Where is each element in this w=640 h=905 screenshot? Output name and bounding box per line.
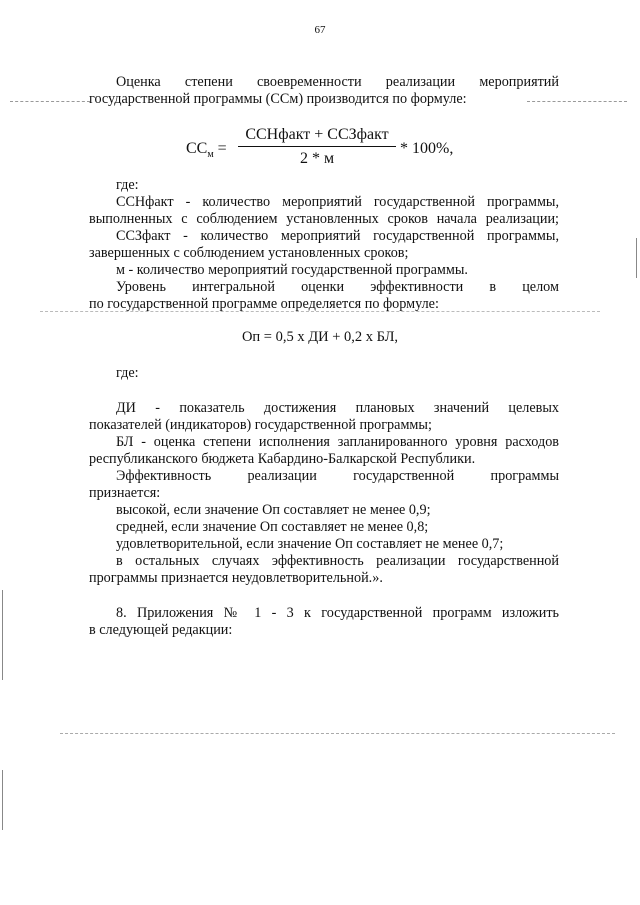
where-label: где: <box>116 177 139 193</box>
formula-numerator: ССНфакт + ССЗфакт <box>245 126 389 143</box>
scan-line <box>10 101 90 102</box>
criteria-line: высокой, если значение Оп составляет не менее 0,9; <box>116 502 431 518</box>
definition-line: выполненных с соблюдением установленных сроков начала реализации; <box>89 211 559 227</box>
scan-edge-mark <box>2 770 3 830</box>
formula-tail: * 100%, <box>400 140 454 157</box>
definition-line: республиканского бюджета Кабардино-Балкарской Республики. <box>89 451 476 467</box>
definition-line: показателей (индикаторов) государственной программы; <box>89 417 432 433</box>
paragraph-line: признается: <box>89 485 161 501</box>
paragraph-line: Оценка степени своевременности реализации мероприятий <box>116 74 559 90</box>
paragraph-line: в следующей редакции: <box>89 622 233 638</box>
page-number: 67 <box>314 24 326 36</box>
criteria-line: удовлетворительной, если значение Оп составляет не менее 0,7; <box>116 536 504 552</box>
scan-line <box>40 311 600 312</box>
paragraph-line: по государственной программе определяется по формуле: <box>89 296 439 312</box>
criteria-line: программы признается неудовлетворительной.». <box>89 570 383 586</box>
definition-line: БЛ - оценка степени исполнения запланированного уровня расходов <box>116 434 559 450</box>
paragraph-line: Эффективность реализации государственной программы <box>116 468 559 484</box>
fraction-bar <box>238 146 396 147</box>
scan-edge-mark <box>636 238 637 278</box>
scan-line <box>527 101 627 102</box>
criteria-line: средней, если значение Оп составляет не менее 0,8; <box>116 519 429 535</box>
scan-line <box>60 733 615 734</box>
formula-denominator: 2 * м <box>299 150 335 167</box>
definition-line: завершенных с соблюдением установленных сроков; <box>89 245 409 261</box>
formula-fraction <box>238 126 396 168</box>
criteria-line: в остальных случаях эффективность реализации государственной <box>116 553 559 569</box>
paragraph-line: 8. Приложения № 1 - 3 к государственной программ изложить <box>116 605 559 621</box>
definition-line: ССЗфакт - количество мероприятий государственной программы, <box>116 228 559 244</box>
formula-op: Оп = 0,5 х ДИ + 0,2 х БЛ, <box>241 329 399 345</box>
paragraph-line: государственной программы (ССм) производится по формуле: <box>89 91 467 107</box>
where-label: где: <box>116 365 139 381</box>
formula-lhs: $СС_м$ = <box>186 140 227 160</box>
paragraph-line: Уровень интегральной оценки эффективности в целом <box>116 279 559 295</box>
definition-line: м - количество мероприятий государственной программы. <box>116 262 468 278</box>
definition-line: ДИ - показатель достижения плановых значений целевых <box>116 400 559 416</box>
definition-line: ССНфакт - количество мероприятий государственной программы, <box>116 194 559 210</box>
scan-edge-mark <box>2 590 3 680</box>
